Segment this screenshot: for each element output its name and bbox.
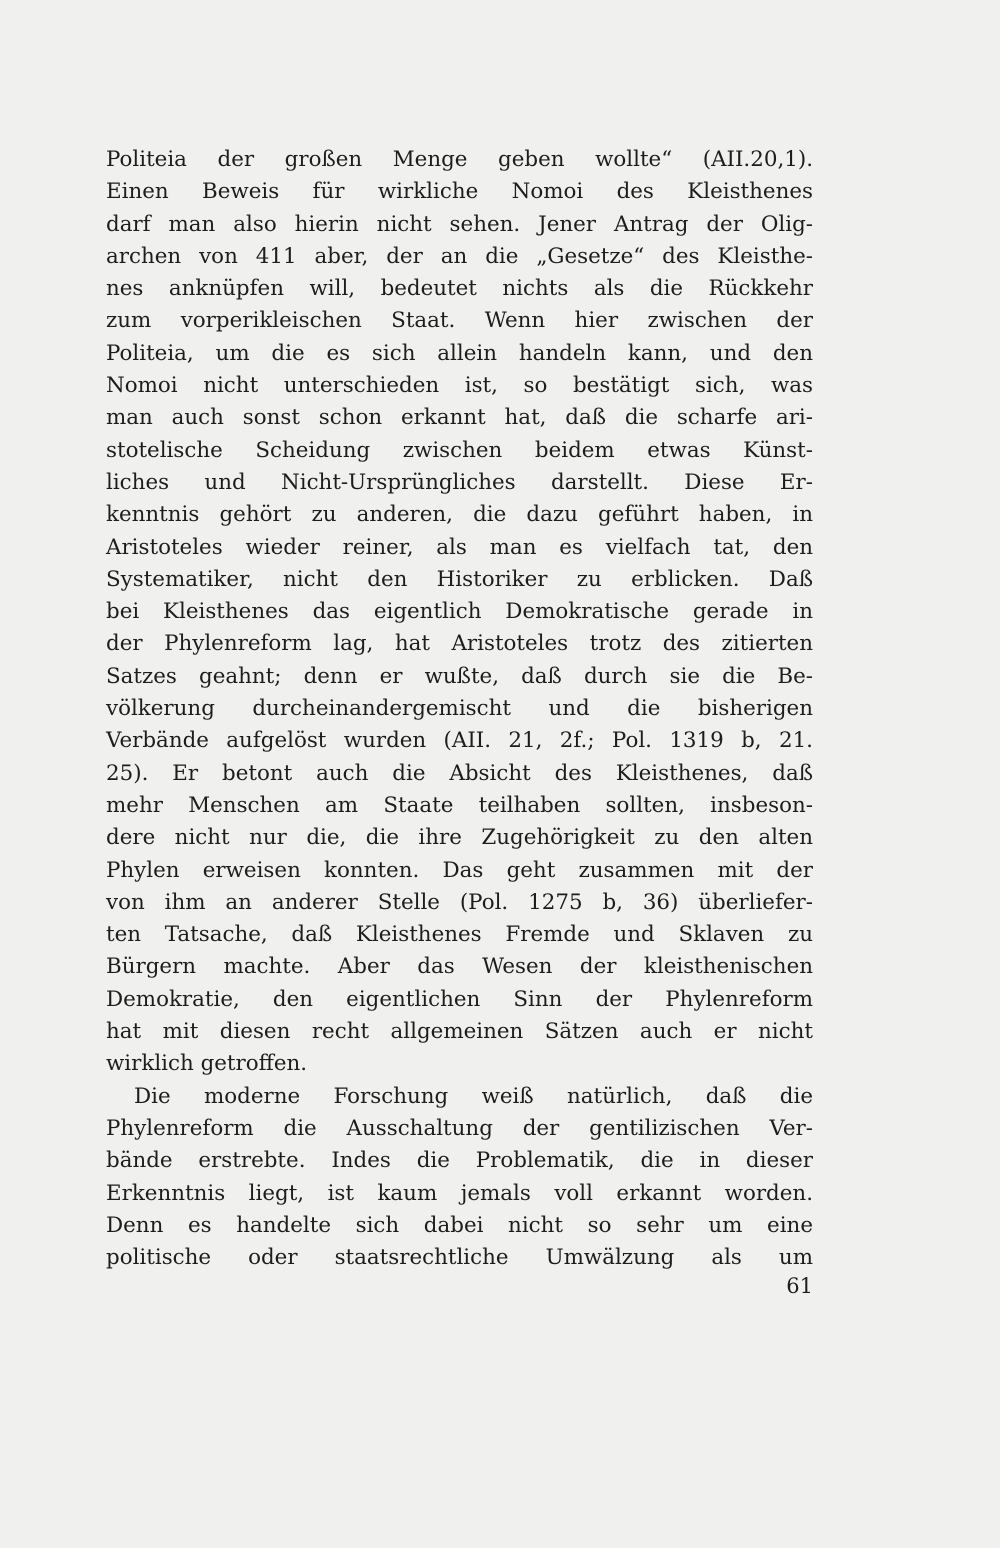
text-line: wirklich getroffen. <box>106 1051 308 1077</box>
text-line: Einen Beweis für wirkliche Nomoi des Kleisthenes <box>106 179 813 205</box>
text-line: nes anknüpfen will, bedeutet nichts als die Rückkehr <box>106 276 813 302</box>
text-line: bei Kleisthenes das eigentlich Demokratische gerade in <box>106 599 813 625</box>
text-line: Die moderne Forschung weiß natürlich, daß die <box>134 1083 813 1109</box>
text-line: der Phylenreform lag, hat Aristoteles trotz des zitierten <box>106 631 813 657</box>
text-line: Erkenntnis liegt, ist kaum jemals voll erkannt worden. <box>106 1180 813 1206</box>
body-text <box>106 144 813 1274</box>
text-line: politische oder staatsrechtliche Umwälzung als um <box>106 1245 813 1271</box>
text-line: liches und Nicht-Ursprüngliches darstellt. Diese Er- <box>106 469 813 495</box>
text-line: Verbände aufgelöst wurden (AII. 21, 2f.; Pol. 1319 b, 21. <box>106 728 813 754</box>
text-line: Demokratie, den eigentlichen Sinn der Phylenreform <box>106 986 813 1012</box>
paragraph-2 <box>106 1081 813 1275</box>
text-line: dere nicht nur die, die ihre Zugehörigkeit zu den alten <box>106 825 813 851</box>
text-line: ten Tatsache, daß Kleisthenes Fremde und Sklaven zu <box>106 922 813 948</box>
text-line: darf man also hierin nicht sehen. Jener Antrag der Olig- <box>106 211 813 237</box>
text-line: Politeia, um die es sich allein handeln kann, und den <box>106 340 813 366</box>
text-line: bände erstrebte. Indes die Problematik, die in dieser <box>106 1148 813 1174</box>
text-line: Systematiker, nicht den Historiker zu erblicken. Daß <box>106 566 813 592</box>
text-line: Aristoteles wieder reiner, als man es vielfach tat, den <box>106 534 813 560</box>
page-number: 61 <box>786 1274 813 1298</box>
text-line: Nomoi nicht unterschieden ist, so bestätigt sich, was <box>106 373 813 399</box>
text-line: von ihm an anderer Stelle (Pol. 1275 b, 36) überliefer- <box>106 889 813 915</box>
text-line: 25). Er betont auch die Absicht des Kleisthenes, daß <box>106 760 813 786</box>
text-line: Bürgern machte. Aber das Wesen der kleisthenischen <box>106 954 813 980</box>
text-line: Phylenreform die Ausschaltung der gentilizischen Ver- <box>106 1115 813 1141</box>
text-line: Phylen erweisen konnten. Das geht zusammen mit der <box>106 857 813 883</box>
text-line: hat mit diesen recht allgemeinen Sätzen auch er nicht <box>106 1019 813 1045</box>
text-line: kenntnis gehört zu anderen, die dazu geführt haben, in <box>106 502 813 528</box>
text-line: mehr Menschen am Staate teilhaben sollten, insbeson- <box>106 792 813 818</box>
text-line: zum vorperikleischen Staat. Wenn hier zwischen der <box>106 308 813 334</box>
paragraph-1 <box>106 144 813 1081</box>
text-line: Politeia der großen Menge geben wollte“ (AII.20,1). <box>106 147 813 172</box>
text-line: man auch sonst schon erkannt hat, daß die scharfe ari- <box>106 405 813 431</box>
text-line: stotelische Scheidung zwischen beidem etwas Künst- <box>106 437 813 463</box>
text-line: Denn es handelte sich dabei nicht so sehr um eine <box>106 1212 813 1238</box>
text-line: Satzes geahnt; denn er wußte, daß durch sie die Be- <box>106 663 813 689</box>
text-line: völkerung durcheinandergemischt und die bisherigen <box>106 696 813 722</box>
text-line: archen von 411 aber, der an die „Gesetze“ des Kleisthe- <box>106 243 813 269</box>
